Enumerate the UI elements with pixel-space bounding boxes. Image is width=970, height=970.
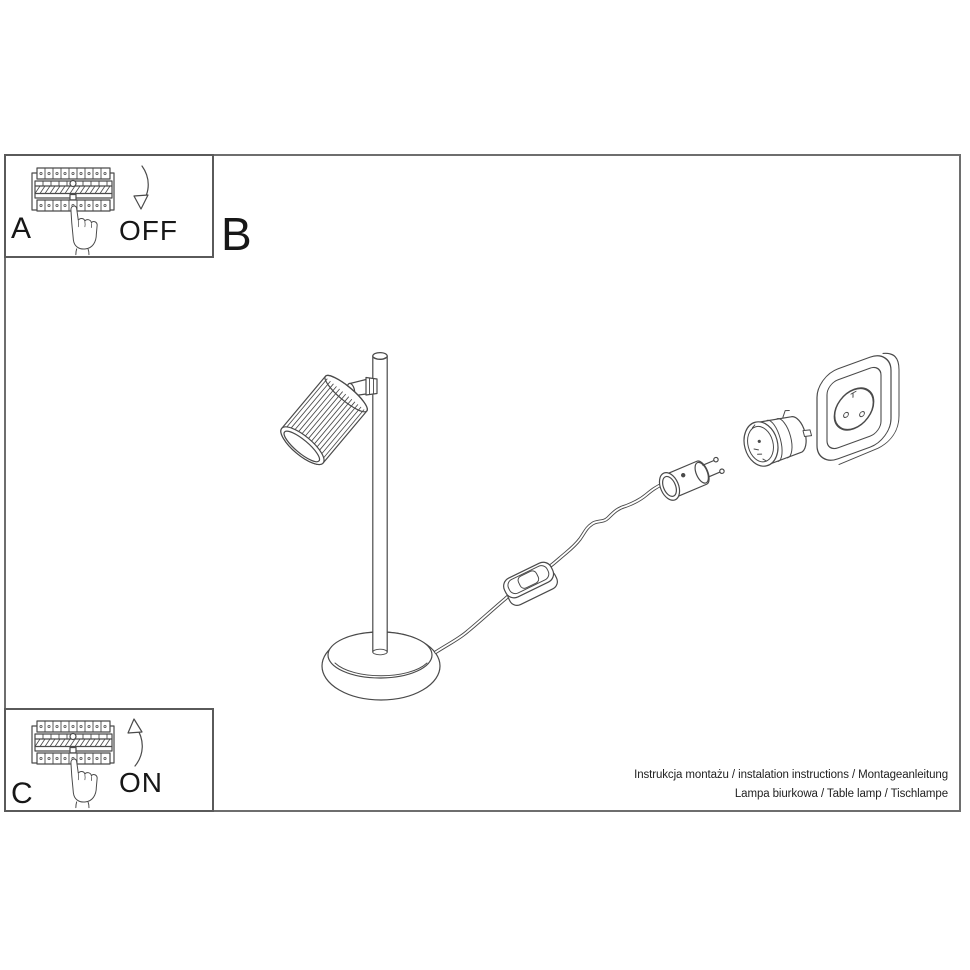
breaker-panel-icon (32, 168, 114, 211)
inline-switch (501, 559, 560, 608)
footer-line-2: Lampa biurkowa / Table lamp / Tischlampe (734, 788, 948, 800)
wall-socket-icon (817, 347, 899, 473)
lamp-pole (373, 353, 387, 655)
breaker-panel-icon (32, 721, 114, 764)
table-lamp (276, 347, 899, 700)
pressing-hand-icon (71, 206, 97, 255)
power-plug-icon (656, 451, 728, 503)
arrow-down-icon (134, 166, 148, 209)
pressing-hand-icon (71, 759, 97, 808)
footer-line-1: Instrukcja montażu / instalation instructions / Montageanleitung (634, 769, 948, 781)
power-on-label: ON (119, 767, 163, 798)
step-a-label: A (11, 212, 32, 245)
footer-caption (634, 766, 948, 804)
step-c-label: C (11, 777, 33, 810)
lamp-shade (276, 371, 372, 470)
socket-adapter-icon (738, 406, 816, 470)
power-off-label: OFF (119, 215, 178, 246)
step-b-label: B (221, 208, 252, 260)
arrow-up-icon (128, 719, 142, 766)
